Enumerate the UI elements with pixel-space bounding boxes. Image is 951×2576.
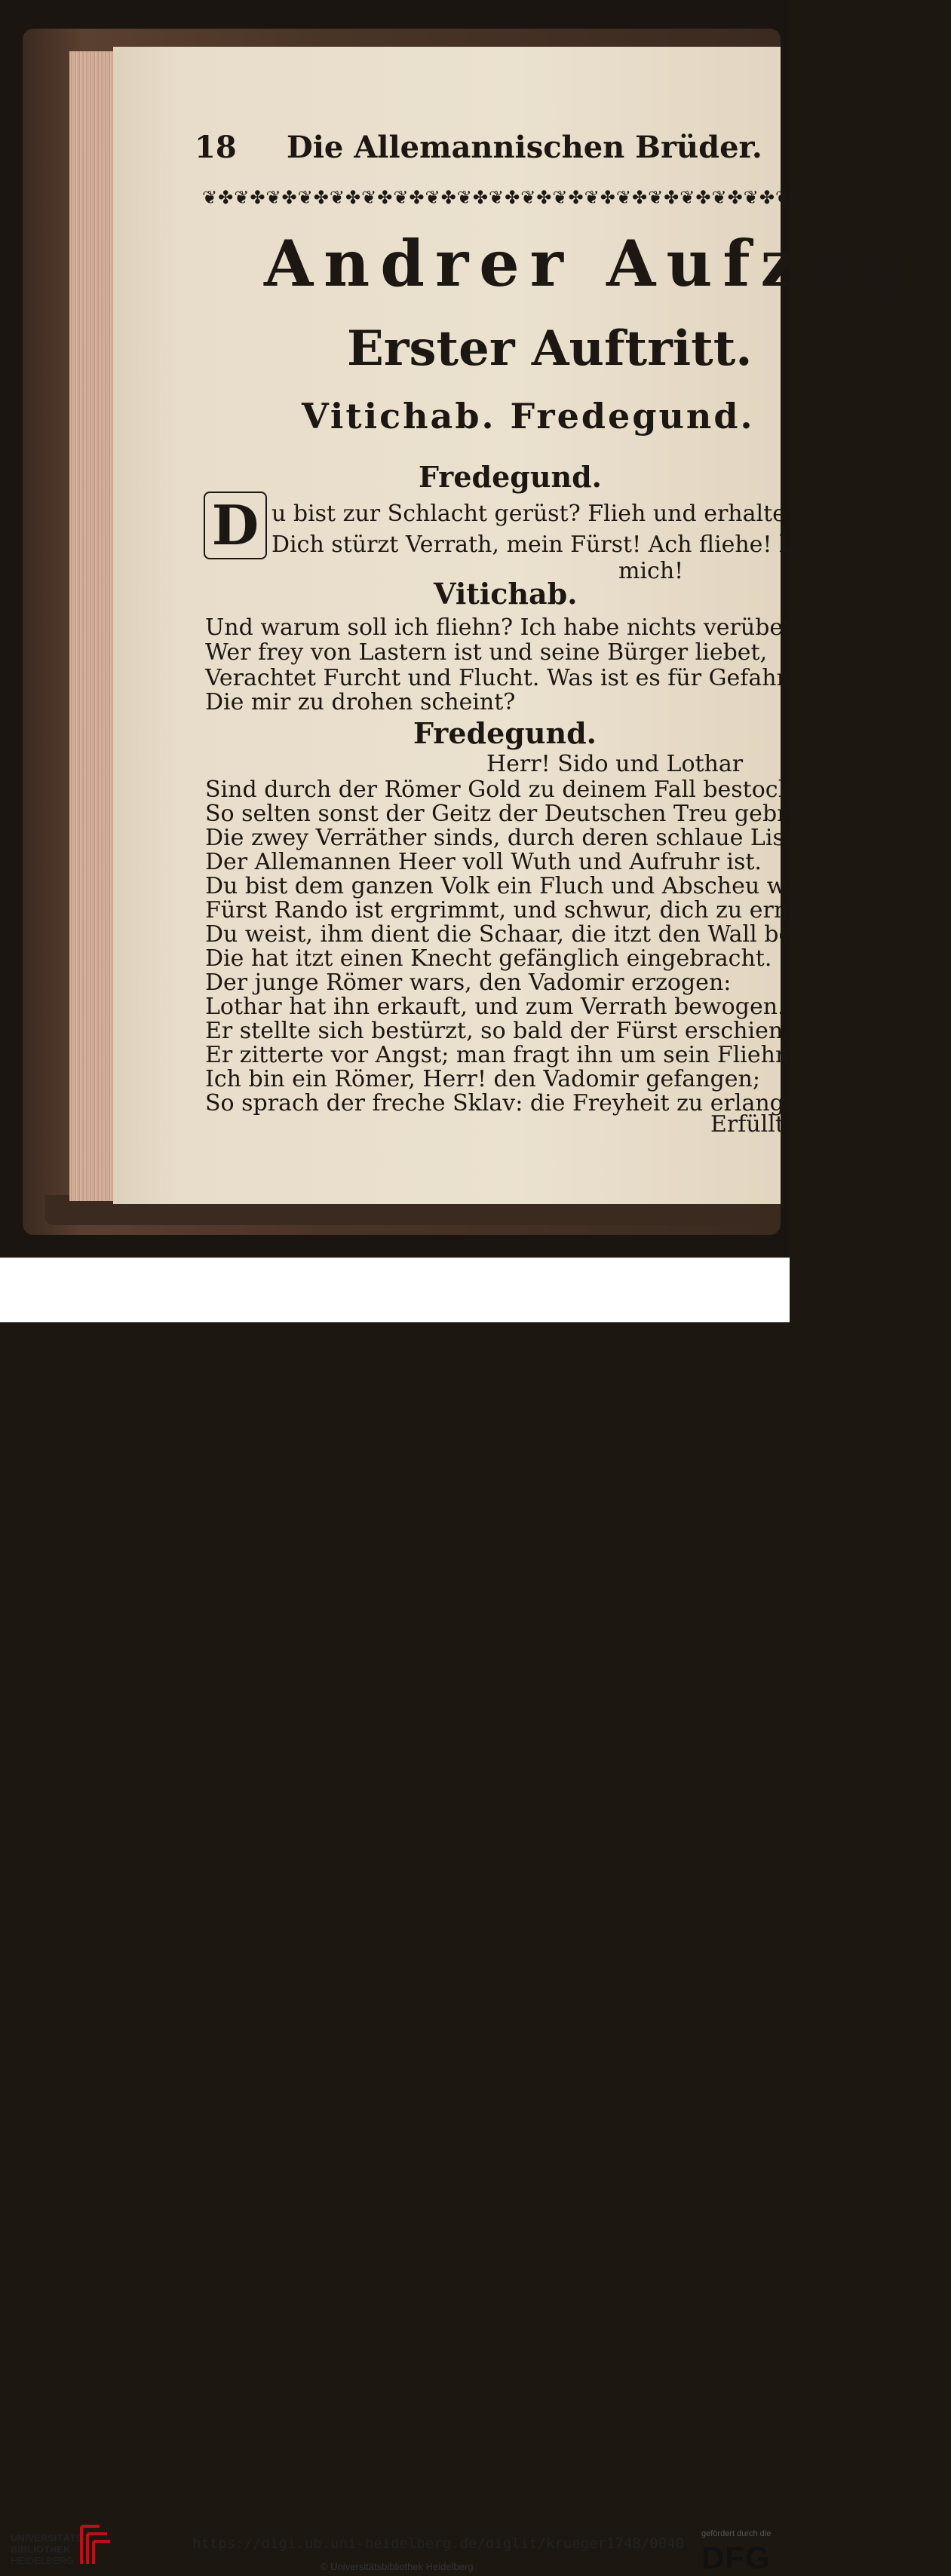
- ornament-rule: ❦✤❦✤❦✤❦✤❦✤❦✤❦✤❦✤❦✤❦✤❦✤❦✤❦✤❦✤❦✤❦✤❦✤❦✤❦✤❦✤❦✤❦✤❦✤❦: [202, 187, 951, 208]
- verse-line: Dich stürzt Verrath, mein Fürst! Ach fliehe! liebst du: [271, 531, 879, 558]
- verse-line: Fürst Rando ist ergrimmt, und schwur, dich zu ermorden.: [205, 897, 870, 924]
- library-line: UNIVERSITÄTS-: [11, 2532, 86, 2544]
- verse-line: So selten sonst der Geitz der Deutschen Treu gebrochen.: [205, 801, 864, 827]
- library-name: [11, 2532, 86, 2566]
- character-list: Vitichab. Fredegund.: [302, 396, 755, 436]
- speaker-name: Fredegund.: [413, 716, 597, 750]
- dfg-logo: DFG: [701, 2540, 771, 2575]
- library-line: BIBLIOTHEK: [11, 2544, 71, 2555]
- verse-line: Der Allemannen Heer voll Wuth und Aufruhr ist.: [205, 849, 762, 875]
- viewer-footer: [0, 1257, 790, 2575]
- running-title: Die Allemannischen Brüder.: [287, 130, 762, 165]
- verse-line: Du weist, ihm dient die Schaar, die itzt den Wall bewacht;: [205, 921, 870, 948]
- copyright-notice: © Universitätsbibliothek Heidelberg: [321, 2561, 474, 2572]
- scene-title: Erster Auftritt.: [347, 320, 753, 377]
- verse-line: Er stellte sich bestürzt, so bald der Fürst erschien.: [205, 1018, 790, 1044]
- verse-line: So sprach der freche Sklav: die Freyheit zu erlangen,: [205, 1090, 820, 1116]
- verse-line: mich!: [618, 558, 684, 584]
- verse-line: Der junge Römer wars, den Vadomir erzogen:: [205, 969, 732, 996]
- verse-line: Die zwey Verräther sinds, durch deren schlaue List: [205, 825, 793, 851]
- verse-line: Lothar hat ihn erkauft, und zum Verrath bewogen.: [205, 994, 785, 1020]
- verse-line: Verachtet Furcht und Flucht. Was ist es für Gefahr,: [205, 665, 793, 691]
- speaker-name: Fredegund.: [419, 460, 602, 494]
- verse-line: Ich bin ein Römer, Herr! den Vadomir gefangen;: [205, 1066, 760, 1092]
- library-line: HEIDELBERG: [11, 2555, 74, 2566]
- catchword: Erfüllt: [710, 1111, 784, 1138]
- verse-line: Sind durch der Römer Gold zu deinem Fall bestochen.: [205, 776, 828, 803]
- library-logo-icon: [77, 2523, 113, 2567]
- speaker-name: Vitichab.: [434, 577, 578, 611]
- verse-line: Die mir zu drohen scheint?: [205, 689, 516, 715]
- verse-line: Er zitterte vor Angst; man fragt ihn um sein Fliehn.: [205, 1042, 797, 1068]
- drop-cap: D: [204, 492, 267, 559]
- funding-note: gefördert durch die: [701, 2529, 772, 2538]
- scan-photo: [0, 0, 951, 1257]
- verse-line: Herr! Sido und Lothar: [486, 751, 744, 777]
- verse-line: Und warum soll ich fliehn? Ich habe nichts verübet!: [205, 614, 802, 641]
- verse-line: Wer frey von Lastern ist und seine Bürger liebet,: [205, 639, 768, 666]
- verse-line: u bist zur Schlacht gerüst? Flieh und erhalte dich.: [271, 501, 849, 527]
- act-title: Andrer Aufzug.: [264, 226, 951, 301]
- page-edges: [69, 51, 115, 1201]
- verse-line: Die hat itzt einen Knecht gefänglich eingebracht.: [205, 945, 772, 972]
- permalink-url[interactable]: https://digi.ub.uni-heidelberg.de/diglit/krueger1748/0040: [192, 2535, 685, 2552]
- page-number: 18: [195, 130, 237, 165]
- verse-line: Du bist dem ganzen Volk ein Fluch und Abscheu worden.: [205, 873, 861, 899]
